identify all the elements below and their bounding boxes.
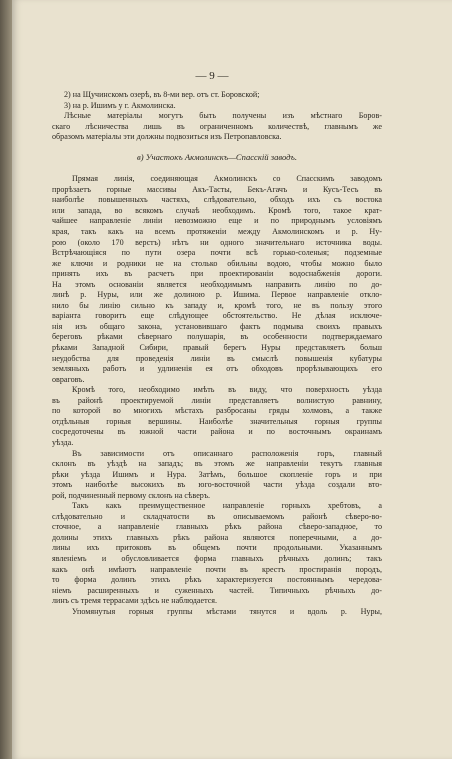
text-line: края, такъ какъ на всемъ протяженіи между Акмолинскомъ и р. Ну- [52,227,382,237]
text-line: долины этихъ главныхъ рѣкъ района являются поперечными, а до- [52,532,382,542]
text-line: лины ихъ притоковъ въ общемъ почти продольными. Указаннымъ [52,543,382,553]
paragraph-2 [52,385,382,448]
text-line: сосредоточены въ южной части района и по восточнымъ окраинамъ [52,427,382,437]
text-line: Такъ какъ преимущественное направленіе горныхъ хребтовъ, а [72,501,382,511]
text-line: Упомянутыя горныя группы мѣстами тянутся и вдоль р. Нуры, [72,606,382,616]
section-heading: в) Участокъ Акмолинскъ—Спасскій заводъ. [136,151,298,162]
text-line: скаго лѣсничества лишь въ ограниченномъ количествѣ, главнымъ же [52,121,382,131]
page-body [52,90,382,617]
text-line: отдѣльныя горныя вершины. Наиболѣе значительныя горныя группы [52,416,382,426]
text-line: какъ онѣ имѣютъ направленіе почти въ крестъ простиранія породъ, [52,564,382,574]
text-line: прорѣзаетъ горные массивы Акъ-Тасты, Бекъ-Агачъ и Кусъ-Тесъ въ [52,184,382,194]
text-line: На этомъ основаніи является необходимымъ направить линію по до- [52,279,382,289]
page-number: — 9 — [195,70,229,82]
text-line: линъ съ тремя террасами здѣсь не наблюдается. [52,596,218,606]
text-line: наиболѣе повышенныхъ частяхъ, слѣдовательно, обходъ ихъ съ востока [52,195,382,205]
text-line: то форма долинъ этихъ рѣкъ характеризуется постояннымъ чередова- [52,575,382,585]
text-line: 3) на р. Ишимъ у г. Акмолинска. [64,100,176,110]
text-line: 2) на Щучинскомъ озерѣ, въ 8-ми вер. отъ ст. Боровской; [64,90,260,99]
text-line: этомъ наиболѣе высокихъ въ юго-восточной части уѣзда создали вто- [52,480,382,490]
text-line: линѣ р. Нуры, или же долиною р. Ишима. Первое направленіе откло- [52,290,382,300]
text-line: нія изъ общаго закона, установившаго фактъ подмыва своихъ правыхъ [52,321,382,331]
paragraph-4 [52,501,382,606]
text-line: принять ихъ въ расчетъ при проектированіи водоснабженія дороги. [52,269,382,279]
text-line: Кромѣ того, необходимо имѣть въ виду, что поверхность уѣзда [72,385,382,395]
text-line: сточное, а направленіе главныхъ рѣкъ района сѣверо-западное, то [52,522,382,532]
text-line: по которой во многихъ мѣстахъ разбросаны гряды холмовъ, а также [52,406,382,416]
text-line: склонъ въ уѣздѣ на западъ; въ этомъ же направленіи текутъ главныя [52,459,382,469]
text-line: рѣками Западной Сибири, правый берегъ Нуры представляетъ больш [52,343,382,353]
text-line: Въ зависимости отъ описаннаго расположенія горъ, главный [72,448,382,458]
text-line: рѣки уѣзда Ишимъ и Нура. Затѣмъ, большое скопленіе горъ и при [52,469,382,479]
text-line: овраговъ. [52,374,85,384]
text-line: чайшее направленіе линіи невозможно еще и по природнымъ условіямъ [52,216,382,226]
text-line: слѣдовательно и складчатости въ описываемомъ районѣ сѣверо-во- [52,511,382,521]
text-line: же ключи и родники не на столько обильны водою, чтобы можно было [52,258,382,268]
text-line: Встрѣчающіяся по пути озера почти всѣ горько-соленыя; подземные [52,248,382,258]
book-page [12,0,452,759]
text-line: рой, подчиненный первому склонъ на сѣверъ. [52,490,211,500]
text-line: уѣзда. [52,437,74,447]
book-gutter [0,0,12,759]
text-line: явленіемъ и обусловливается форма главныхъ рѣчныхъ долинъ; такъ [52,553,382,563]
paragraph-5 [52,607,382,618]
text-line: варіанта говоритъ еще слѣдующее обстоятельство. Не дѣлая исключе- [52,311,382,321]
text-line: образомъ матеріалы эти должны подвозиться изъ Петропавловска. [52,132,282,142]
text-line: земляныхъ работъ и удлиненія ея отъ обходовъ прорѣзывающихъ его [52,364,382,374]
intro-lines [52,90,382,143]
text-line: нило бы линію сильно къ западу и, кромѣ того, не въ пользу этого [52,300,382,310]
text-line: въ районѣ проектируемой линіи представляетъ волнистую равнину, [52,395,382,405]
text-line: ніемъ расширенныхъ и суженныхъ частей. Типичныхъ рѣчныхъ до- [52,585,382,595]
text-line: рою (около 170 верстъ) нѣтъ ни одного значительнаго источника воды. [52,237,382,247]
text-line: береговъ рѣками сѣвернаго полушарія, въ особенности подтверждаемаго [52,332,382,342]
text-line: или запада, во всякомъ случаѣ необходимъ. Кромѣ того, такое крат- [52,205,382,215]
text-line: Лѣсные матеріалы могутъ быть получены изъ мѣстнаго Боров- [64,111,382,121]
paragraph-3 [52,449,382,502]
text-line: Прямая линія, соединяющая Акмолинскъ со Спасскимъ заводомъ [72,174,382,184]
paragraph-1 [52,174,382,385]
text-line: неудобства для проведенія линіи въ смыслѣ повышенія кубатуры [52,353,382,363]
